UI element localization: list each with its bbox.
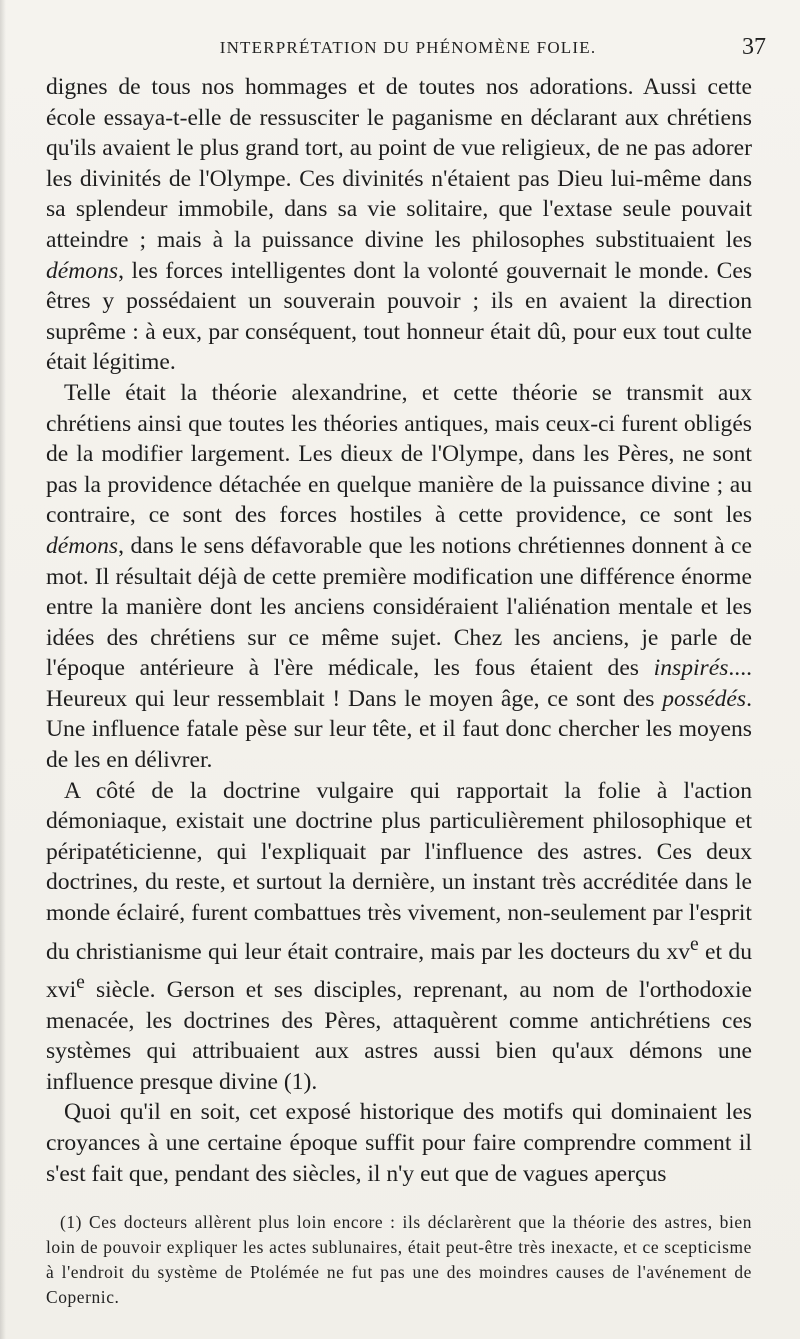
- paragraph-3: [46, 776, 752, 1098]
- text-run: siècle. Gerson et ses disciples, reprenant, au nom de l'orthodoxie menacée, les doctrines des Pères, attaquèrent comme antichrétiens ces systèmes qui attribuaient aux astres aussi bien qu'aux démons une influence presque divine (1).: [46, 976, 752, 1095]
- text-run: , dans le sens défavorable que les notions chrétiennes donnent à ce mot. Il résultait déjà de cette première modification une différence énorme entre la manière dont les anciens considéraient l'aliénation mentale et les idées des chrétiens sur ce même sujet. Chez les anciens, je parle de l'époque antérieure à l'ère médicale, les fous étaient des: [46, 532, 752, 682]
- text-run: et du xvi: [46, 938, 752, 1003]
- text-run: . Une influence fatale pèse sur leur tête, et il faut donc chercher les moyens de les en délivrer.: [46, 685, 752, 774]
- italic-term: démons: [46, 532, 119, 559]
- text-run: Quoi qu'il en soit, cet exposé historique des motifs qui dominaient les croyances à une certaine époque suffit pour faire comprendre comment il s'est fait que, pendant des siècles, il n'y eut que de vagues aperçus: [46, 1099, 752, 1187]
- running-title: INTERPRÉTATION DU PHÉNOMÈNE FOLIE.: [219, 38, 597, 57]
- footnote-text: (1) Ces docteurs allèrent plus loin encore : ils déclarèrent que la théorie des astres, bien loin de pouvoir expliquer les actes sublunaires, était peut-être très inexacte, et ce scepticisme à l'endroit du système de Ptolémée ne fut pas une des moindres causes de l'avénement de Copernic.: [46, 1212, 752, 1307]
- page-gutter-shadow: [0, 0, 6, 1339]
- footnote: [46, 1210, 752, 1310]
- italic-term: possédés: [662, 685, 747, 712]
- text-run: dignes de tous nos hommages et de toutes nos adorations. Aussi cette école essaya-t-elle de ressusciter le paganisme en déclarant aux chrétiens qu'ils avaient le plus grand tort, au point de vue religieux, de ne pas adorer les divinités de l'Olympe. Ces divinités n'étaient pas Dieu lui-même dans sa splendeur immobile, dans sa vie solitaire, que l'extase seule pouvait atteindre ; mais à la puissance divine les philosophes substituaient les: [46, 74, 752, 253]
- paragraph-1: [46, 72, 752, 378]
- text-run: A côté de la doctrine vulgaire qui rapportait la folie à l'action démoniaque, existait une doctrine plus particulièrement philosophique et péripatéticienne, qui l'expliquait par l'influence des astres. Ces deux doctrines, du reste, et surtout la dernière, un instant très accréditée dans le monde éclairé, furent combattues très vivement, non-seulement par l'esprit du christianisme qui leur était contraire, mais par les docteurs du xv: [46, 777, 752, 965]
- paragraph-2: [46, 378, 752, 776]
- page-number: 37: [742, 34, 766, 60]
- main-text: [46, 72, 752, 1189]
- italic-term: démons: [46, 257, 119, 284]
- page-header: [46, 34, 770, 68]
- paragraph-4: [46, 1097, 752, 1189]
- italic-term: inspirés: [653, 655, 729, 682]
- superscript: e: [690, 932, 699, 955]
- text-run: , les forces intelligentes dont la volonté gouvernait le monde. Ces êtres y possédaient un souverain pouvoir ; ils en avaient la direction suprême : à eux, par conséquent, tout honneur était dû, pour eux tout culte était légitime.: [46, 257, 752, 376]
- text-run: Telle était la théorie alexandrine, et cette théorie se transmit aux chrétiens ainsi que toutes les théories antiques, mais ceux-ci furent obligés de la modifier largement. Les dieux de l'Olympe, dans les Pères, ne sont pas la providence détachée en quelque manière de la puissance divine ; au contraire, ce sont des forces hostiles à cette providence, ce sont les: [46, 379, 752, 529]
- superscript: e: [76, 971, 85, 994]
- text-run: .... Heureux qui leur ressemblait ! Dans le moyen âge, ce sont des: [46, 655, 752, 712]
